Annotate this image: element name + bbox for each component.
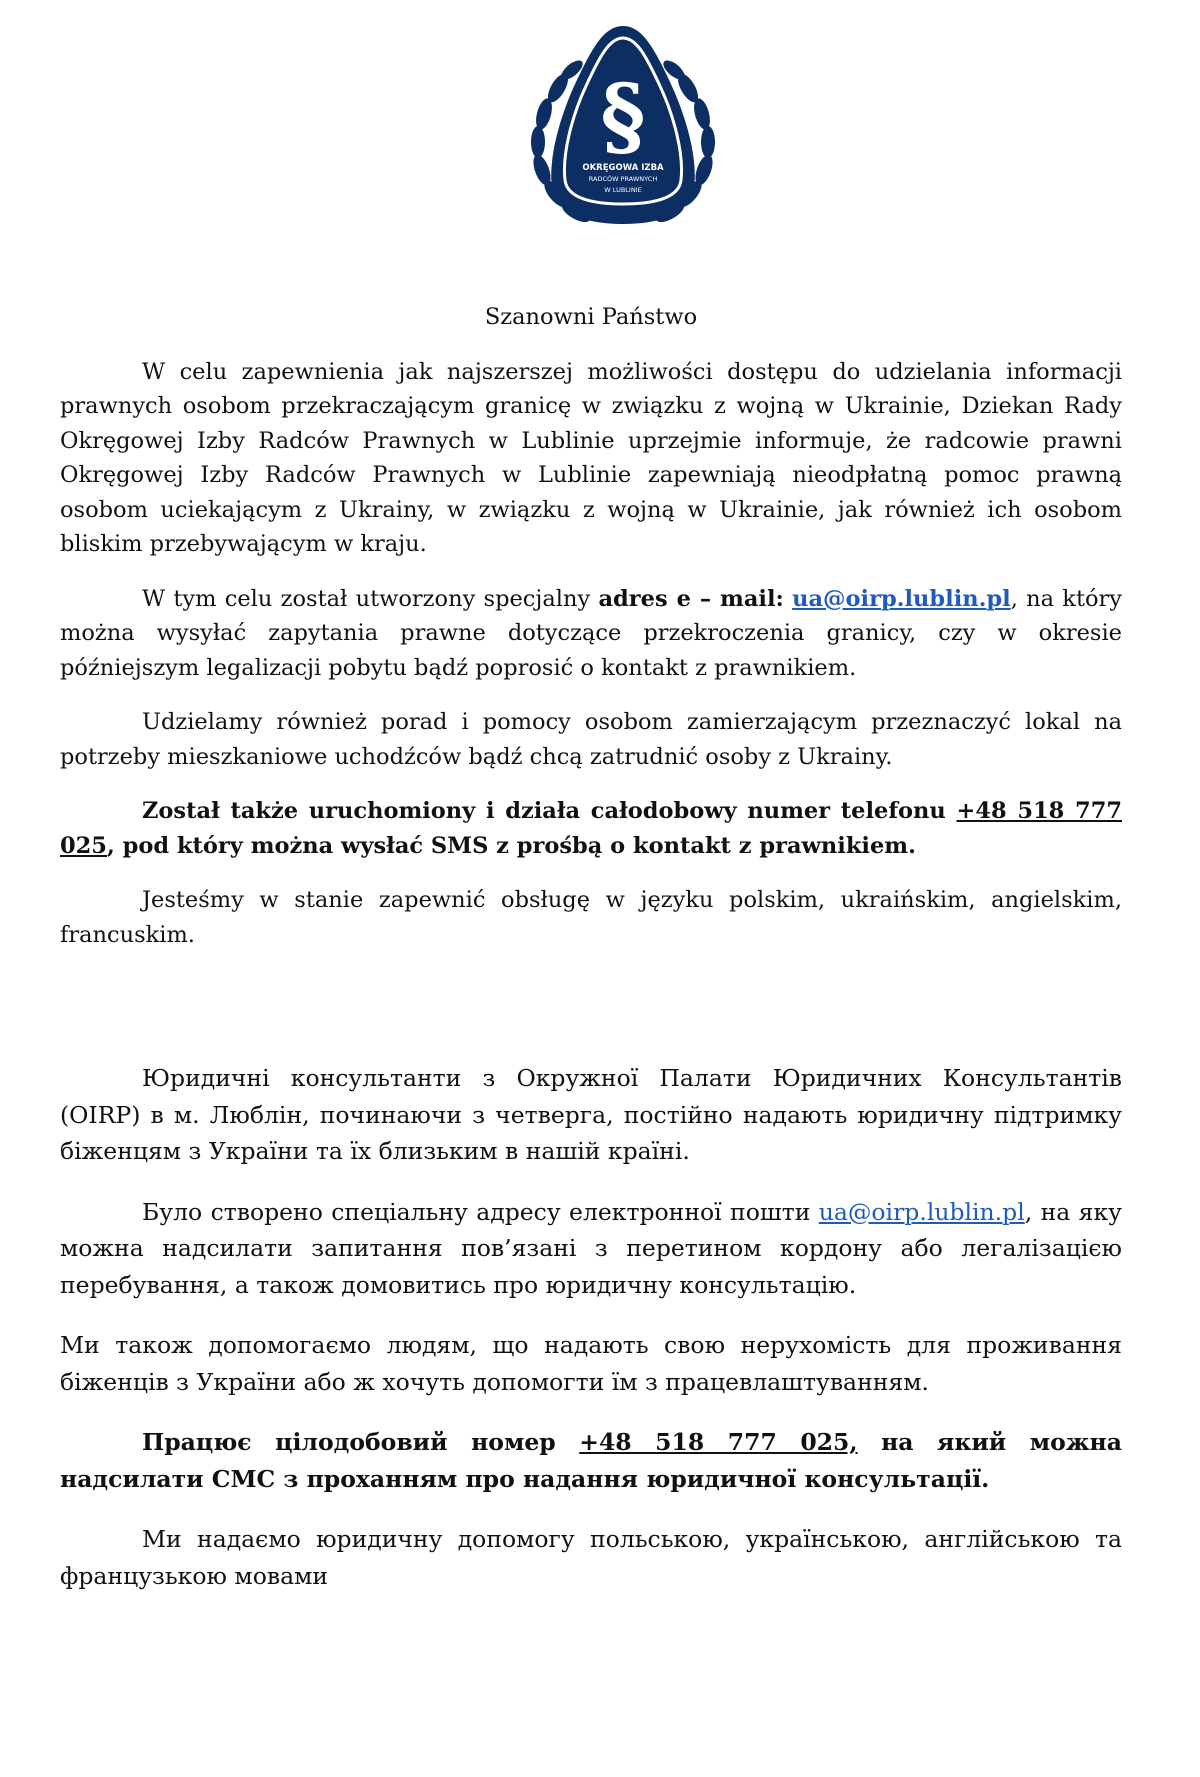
ukrainian-paragraph-phone	[60, 1424, 1122, 1497]
polish-paragraph-languages: Jesteśmy w stanie zapewnić obsługę w języku polskim, ukraińskim, angielskim, francuskim.	[60, 887, 1122, 948]
greeting: Szanowni Państwo	[484, 304, 698, 330]
email-label: adres e – mail:	[598, 585, 784, 612]
oirp-emblem	[514, 18, 732, 236]
logo-text-line3: W LUBLINIE	[604, 186, 642, 194]
ukrainian-paragraph-intro: Юридичні консультанти з Окружної Палати Юридичних Консультантів (OIRP) в м. Люблін, починаючи з четверга, постійно надають юридичну підтримку біженцям з України та їх близьким в нашій країні.	[60, 1064, 1122, 1165]
email-intro-text: W tym celu został utworzony specjalny	[142, 585, 599, 612]
logo-text-line1: OKRĘGOWA IZBA	[582, 163, 664, 173]
phone-outro-text: , pod który można wysłać SMS z prośbą o kontakt z prawnikiem.	[106, 832, 916, 859]
ua-phone-intro-text: Працює цілодобовий номер	[142, 1428, 580, 1456]
ua-email-intro-text: Було створено спеціальну адресу електронної пошти	[142, 1197, 819, 1226]
email-outro-text: , na który można wysyłać zapytania prawne dotyczące przekroczenia granicy, czy w okresie późniejszym legalizacji pobytu bądź poprosić o kontakt z prawnikiem.	[60, 585, 1122, 681]
polish-paragraph-email	[60, 582, 1122, 686]
logo-text-line2: RADCÓW PRAWNYCH	[588, 175, 658, 183]
oirp-logo	[514, 18, 732, 236]
ukrainian-paragraph-languages: Ми надаємо юридичну допомогу польською, українською, англійською та французькою мовами	[60, 1525, 1122, 1590]
ua-phone-outro-text: на який можна надсилати СМС з проханням про надання юридичної консультації.	[60, 1428, 1122, 1493]
phone-link-polish[interactable]: +48 518 777 025	[60, 798, 1123, 859]
polish-paragraph-housing: Udzielamy również porad i pomocy osobom zamierzającym przeznaczyć lokal na potrzeby mieszkaniowe uchodźców bądź chcą zatrudnić osoby z Ukrainy.	[60, 709, 1122, 770]
polish-paragraph-phone	[60, 794, 1122, 863]
paragraph-symbol: §	[600, 66, 646, 167]
ukrainian-section	[60, 1060, 1122, 1594]
ua-email-outro-text: , на яку можна надсилати запитання пов’язані з перетином кордону або легалізацією перебування, а також домовитись про юридичну консультацію.	[60, 1197, 1122, 1299]
phone-intro-text: Został także uruchomiony i działa całodobowy numer telefonu	[142, 798, 957, 824]
ukrainian-paragraph-housing: Ми також допомогаємо людям, що надають свою нерухомість для проживання біженців з України або ж хочуть допомогти їм з працевлаштуванням.	[60, 1331, 1122, 1396]
ukrainian-paragraph-email	[60, 1194, 1122, 1304]
polish-section	[60, 300, 1122, 952]
letter-body	[60, 300, 1122, 1618]
email-link-polish[interactable]: ua@oirp.lublin.pl	[792, 585, 1011, 612]
polish-paragraph-intro: W celu zapewnienia jak najszerszej możliwości dostępu do udzielania informacji prawnych osobom przekraczającym granicę w związku z wojną w Ukrainie, Dziekan Rady Okręgowej Izby Radców Prawnych w Lublinie uprzejmie informuje, że radcowie prawni Okręgowej Izby Radców Prawnych w Lublinie zapewniają nieodpłatną pomoc prawną osobom uciekającym z Ukrainy, w związku z wojną w Ukrainie, jak również ich osobom bliskim przebywającym w kraju.	[60, 358, 1122, 557]
phone-link-ukrainian[interactable]: +48 518 777 025,	[579, 1428, 858, 1456]
email-link-ukrainian[interactable]: ua@oirp.lublin.pl	[818, 1197, 1025, 1226]
